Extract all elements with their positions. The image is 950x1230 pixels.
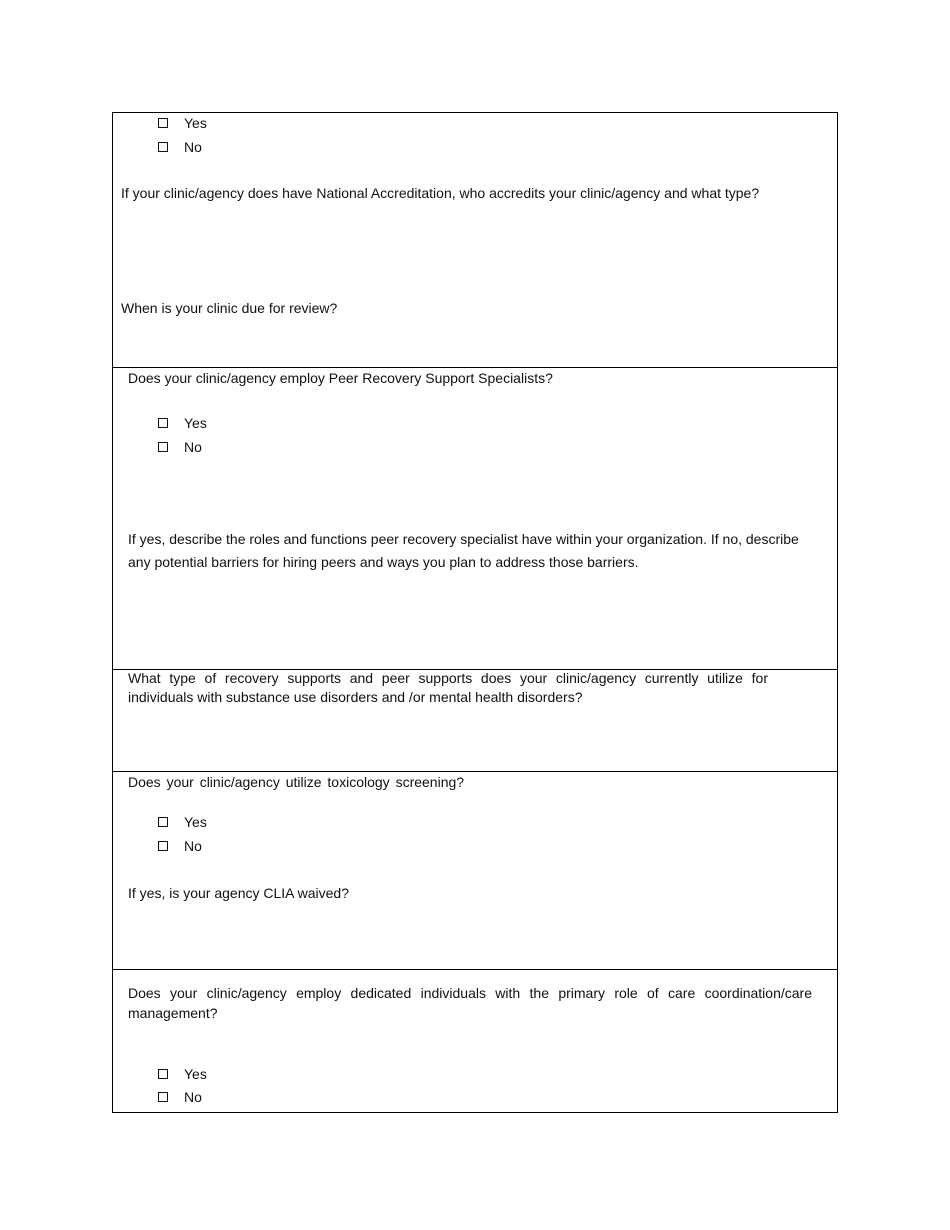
option-no[interactable] (158, 1087, 202, 1107)
peer-specialists-section (113, 368, 837, 670)
yes-label: Yes (184, 415, 207, 431)
peer-specialists-question: Does your clinic/agency employ Peer Recovery Support Specialists? (128, 370, 553, 386)
accreditation-section (113, 113, 837, 368)
recovery-supports-section (113, 670, 837, 772)
option-no[interactable] (158, 836, 202, 856)
no-checkbox[interactable] (158, 841, 168, 851)
option-no[interactable] (158, 137, 202, 157)
peer-roles-question: If yes, describe the roles and functions peer recovery specialist have within your organization. If no, describe any potential barriers for hiring peers and ways you plan to address those barriers. (128, 531, 799, 570)
no-checkbox[interactable] (158, 142, 168, 152)
yes-checkbox[interactable] (158, 817, 168, 827)
no-label: No (184, 139, 202, 155)
care-coordination-section (113, 970, 837, 1112)
option-yes[interactable] (158, 413, 207, 433)
review-due-question: When is your clinic due for review? (121, 300, 338, 316)
accreditor-question: If your clinic/agency does have National Accreditation, who accredits your clinic/agency and what type? (121, 185, 760, 201)
questionnaire-table (112, 112, 838, 1113)
yes-label: Yes (184, 1066, 207, 1082)
toxicology-question: Does your clinic/agency utilize toxicology screening? (128, 774, 465, 790)
option-yes[interactable] (158, 1064, 207, 1084)
option-yes[interactable] (158, 812, 207, 832)
no-checkbox[interactable] (158, 1092, 168, 1102)
yes-label: Yes (184, 814, 207, 830)
option-no[interactable] (158, 437, 202, 457)
yes-label: Yes (184, 115, 207, 131)
care-coordination-question: Does your clinic/agency employ dedicated individuals with the primary role of care coordination/care management? (128, 985, 812, 1021)
no-label: No (184, 1089, 202, 1105)
option-yes[interactable] (158, 113, 207, 133)
yes-checkbox[interactable] (158, 418, 168, 428)
no-label: No (184, 838, 202, 854)
toxicology-section (113, 772, 837, 970)
recovery-supports-question: What type of recovery supports and peer supports does your clinic/agency currently utilize for individuals with substance use disorders and /or mental health disorders? (128, 670, 768, 705)
yes-checkbox[interactable] (158, 118, 168, 128)
clia-question: If yes, is your agency CLIA waived? (128, 885, 349, 901)
no-checkbox[interactable] (158, 442, 168, 452)
yes-checkbox[interactable] (158, 1069, 168, 1079)
no-label: No (184, 439, 202, 455)
